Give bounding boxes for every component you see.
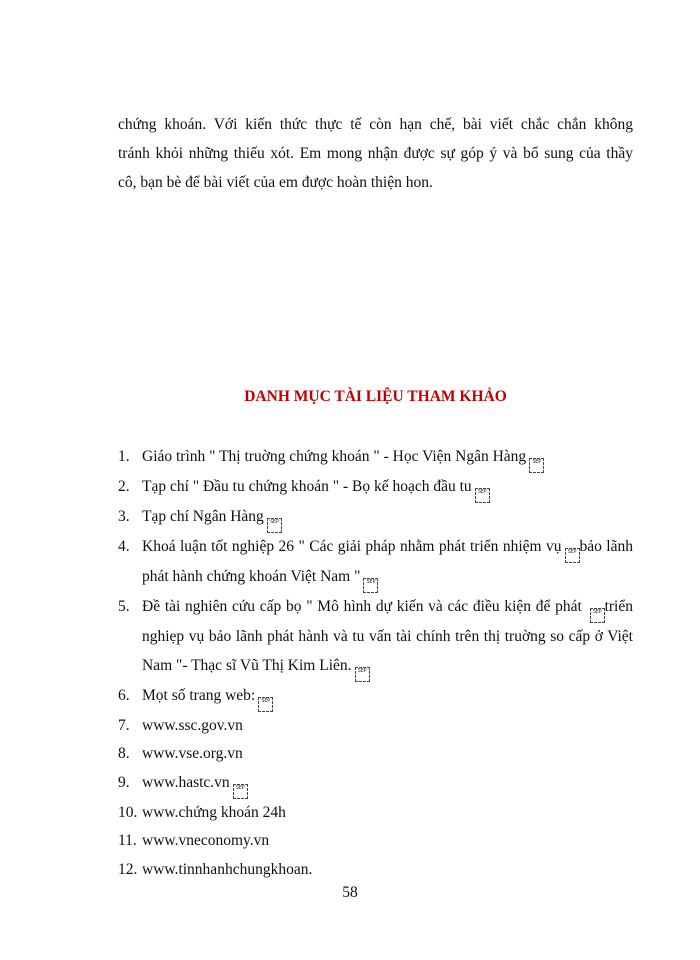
reference-number: 8. (118, 745, 130, 763)
reference-text: www.vneconomy.vn (142, 832, 270, 850)
reference-text: Khoá luận tốt nghiệp 26 " Các giải pháp nhằm phát triển nhiệm vụ (142, 538, 562, 555)
separator-icon: SEP (363, 578, 378, 593)
separator-icon: SEP (233, 784, 248, 799)
reference-text: Mọt số trang web: (142, 686, 256, 704)
reference-text: triển nghiẹp vụ bảo lãnh phát hành và tu vấn tài chính trên thị truờng so cấp ở Việt Nam "- Thạc sĩ Vũ Thị Kim Liên. (142, 598, 633, 674)
reference-text: www.chứng khoán 24h (142, 803, 286, 821)
reference-text: www.ssc.gov.vn (142, 716, 243, 734)
reference-number: 10. (118, 803, 138, 821)
reference-text-block (142, 593, 633, 682)
reference-number: 5. (118, 598, 130, 615)
reference-item (118, 769, 633, 799)
reference-item (118, 682, 633, 712)
reference-item (118, 473, 633, 503)
reference-text-block (142, 533, 633, 593)
references-heading: DANH MỤC TÀI LIỆU THAM KHẢO (244, 388, 507, 405)
separator-icon: SEP (267, 518, 282, 533)
reference-text: bảo lãnh phát hành chứng khoán Việt Nam " (142, 538, 633, 585)
reference-item (118, 593, 633, 682)
page-number: 58 (342, 884, 358, 901)
reference-number: 6. (118, 686, 130, 704)
reference-number: 2. (118, 478, 130, 495)
reference-item (118, 443, 633, 473)
reference-text: Tạp chí Ngân Hàng (142, 508, 264, 525)
reference-item (118, 533, 633, 593)
separator-icon: SEP (258, 697, 273, 712)
intro-paragraph (118, 110, 633, 197)
reference-text: Giáo trình " Thị truờng chứng khoán " - Học Viện Ngân Hàng (142, 448, 527, 465)
reference-item (118, 740, 633, 769)
separator-icon: SEP (355, 667, 370, 682)
reference-number: 7. (118, 716, 130, 734)
reference-number: 1. (118, 448, 130, 465)
references-list (118, 443, 633, 885)
reference-number: 11. (118, 832, 137, 850)
separator-icon: SEP (475, 488, 490, 503)
reference-number: 4. (118, 538, 130, 555)
separator-icon: SEP (565, 548, 580, 563)
reference-number: 3. (118, 508, 130, 525)
separator-icon: SEP (529, 458, 544, 473)
intro-line: tránh khỏi những thiếu xót. Em mong nhận được sự góp ý và bổ sung của thầy (118, 145, 633, 162)
reference-text: Đề tài nghiên cứu cấp bọ " Mô hình dự kiến và các điều kiện để phát (142, 598, 582, 615)
reference-item (118, 827, 633, 856)
reference-text: www.hastc.vn (142, 773, 230, 791)
reference-item (118, 503, 633, 533)
intro-line: cô, bạn bè để bài viết của em được hoàn thiện hon. (118, 174, 433, 191)
separator-icon: SEP (590, 608, 605, 623)
reference-item (118, 799, 633, 828)
reference-item (118, 856, 633, 885)
reference-text: Tạp chí " Đầu tu chứng khoán " - Bọ kế hoạch đầu tu (142, 478, 472, 495)
reference-text: www.vse.org.vn (142, 745, 243, 763)
reference-number: 9. (118, 773, 130, 791)
reference-item (118, 712, 633, 741)
intro-line: chứng khoán. Với kiến thức thực tế còn hạn chế, bài viết chắc chắn không (118, 116, 633, 133)
reference-number: 12. (118, 860, 138, 878)
reference-text: www.tinnhanhchungkhoan. (142, 860, 313, 878)
